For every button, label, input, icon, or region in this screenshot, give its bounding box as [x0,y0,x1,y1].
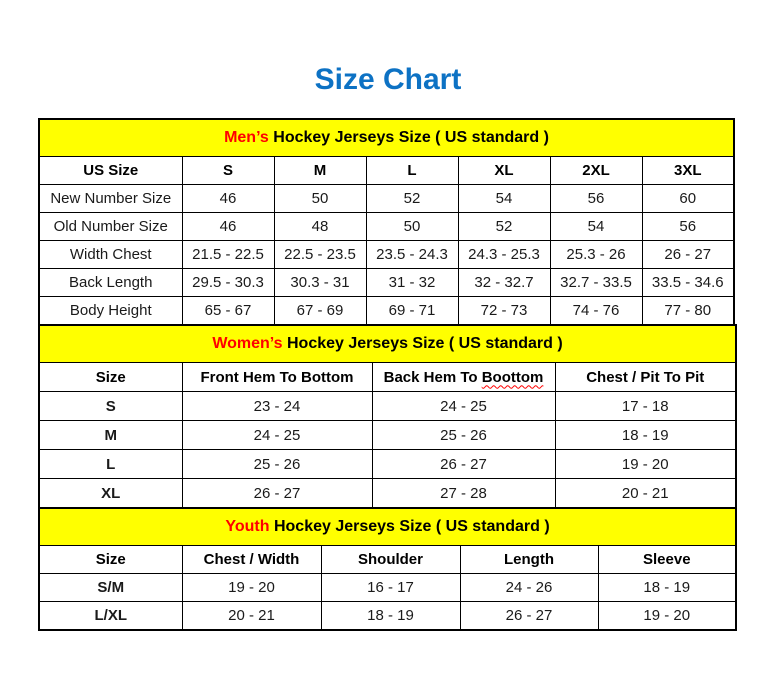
column-header: Size [39,363,182,392]
column-header: L [366,157,458,185]
table-cell: 24 - 25 [372,392,555,421]
table-cell: 21.5 - 22.5 [182,241,274,269]
table-cell: 16 - 17 [321,574,460,602]
womens-title-text: Hockey Jerseys Size ( US standard ) [287,335,563,352]
table-cell: 48 [274,213,366,241]
column-header: Size [39,546,182,574]
youth-section-title [39,508,736,546]
table-cell: 23 - 24 [182,392,372,421]
row-label: L/XL [39,602,182,631]
table-cell: 52 [366,185,458,213]
table-cell: 54 [550,213,642,241]
row-label: XL [39,479,182,509]
table-cell: 26 - 27 [642,241,734,269]
mens-band-row [39,119,734,157]
table-cell: 69 - 71 [366,297,458,326]
table-row [39,574,736,602]
size-tables [38,118,735,631]
column-header: Chest / Width [182,546,321,574]
table-cell: 72 - 73 [458,297,550,326]
table-cell: 18 - 19 [555,421,736,450]
table-cell: 65 - 67 [182,297,274,326]
table-cell: 46 [182,213,274,241]
table-cell: 54 [458,185,550,213]
mens-title-text: Hockey Jerseys Size ( US standard ) [273,129,549,146]
table-row [39,479,736,509]
row-label: S [39,392,182,421]
column-header: Sleeve [598,546,736,574]
table-cell: 30.3 - 31 [274,269,366,297]
table-cell: 77 - 80 [642,297,734,326]
column-header: M [274,157,366,185]
table-cell: 67 - 69 [274,297,366,326]
table-cell: 23.5 - 24.3 [366,241,458,269]
youth-size-table [38,507,737,631]
table-cell: 26 - 27 [372,450,555,479]
table-cell: 24 - 26 [460,574,598,602]
table-cell: 32 - 32.7 [458,269,550,297]
youth-band-row [39,508,736,546]
table-cell: 56 [642,213,734,241]
table-cell: 60 [642,185,734,213]
table-cell: 25.3 - 26 [550,241,642,269]
table-cell: 20 - 21 [182,602,321,631]
table-cell: 26 - 27 [182,479,372,509]
table-cell: 26 - 27 [460,602,598,631]
table-cell: 52 [458,213,550,241]
column-header: Chest / Pit To Pit [555,363,736,392]
womens-band-row [39,325,736,363]
mens-header-row [39,157,734,185]
table-cell: 18 - 19 [321,602,460,631]
row-label: Old Number Size [39,213,182,241]
table-cell: 29.5 - 30.3 [182,269,274,297]
womens-size-table [38,324,737,509]
mens-section-title [39,119,734,157]
table-row [39,269,734,297]
column-header: XL [458,157,550,185]
youth-title-text: Hockey Jerseys Size ( US standard ) [273,518,550,535]
table-cell: 33.5 - 34.6 [642,269,734,297]
table-row [39,421,736,450]
table-cell: 50 [274,185,366,213]
table-row [39,450,736,479]
column-header: 2XL [550,157,642,185]
youth-header-row [39,546,736,574]
table-row [39,213,734,241]
table-cell: 24.3 - 25.3 [458,241,550,269]
youth-highlight-word: Youth [225,518,270,535]
table-row [39,185,734,213]
column-header: 3XL [642,157,734,185]
table-cell: 19 - 20 [555,450,736,479]
column-header: Shoulder [321,546,460,574]
table-cell: 74 - 76 [550,297,642,326]
page-title: Size Chart [314,63,462,96]
table-cell: 19 - 20 [598,602,736,631]
table-row [39,392,736,421]
table-cell: 20 - 21 [555,479,736,509]
table-row [39,602,736,631]
column-header-text: Back Hem To [383,368,478,386]
mens-highlight-word: Men’s [224,129,269,146]
mens-size-table [38,118,735,326]
womens-highlight-word: Women’s [212,335,283,352]
column-header [372,363,555,392]
table-cell: 56 [550,185,642,213]
table-cell: 17 - 18 [555,392,736,421]
row-label: M [39,421,182,450]
table-cell: 24 - 25 [182,421,372,450]
row-label: Back Length [39,269,182,297]
column-header: Front Hem To Bottom [182,363,372,392]
table-cell: 31 - 32 [366,269,458,297]
column-header: Length [460,546,598,574]
table-cell: 46 [182,185,274,213]
row-label: S/M [39,574,182,602]
table-cell: 22.5 - 23.5 [274,241,366,269]
table-cell: 32.7 - 33.5 [550,269,642,297]
table-row [39,241,734,269]
row-label: New Number Size [39,185,182,213]
row-label: Width Chest [39,241,182,269]
row-label: Body Height [39,297,182,326]
table-cell: 50 [366,213,458,241]
table-row [39,297,734,326]
column-header: US Size [39,157,182,185]
table-cell: 18 - 19 [598,574,736,602]
column-header: S [182,157,274,185]
table-cell: 19 - 20 [182,574,321,602]
table-cell: 25 - 26 [182,450,372,479]
womens-section-title [39,325,736,363]
table-cell: 27 - 28 [372,479,555,509]
womens-header-row [39,363,736,392]
row-label: L [39,450,182,479]
table-cell: 25 - 26 [372,421,555,450]
misspelled-word: Boottom [481,368,544,386]
